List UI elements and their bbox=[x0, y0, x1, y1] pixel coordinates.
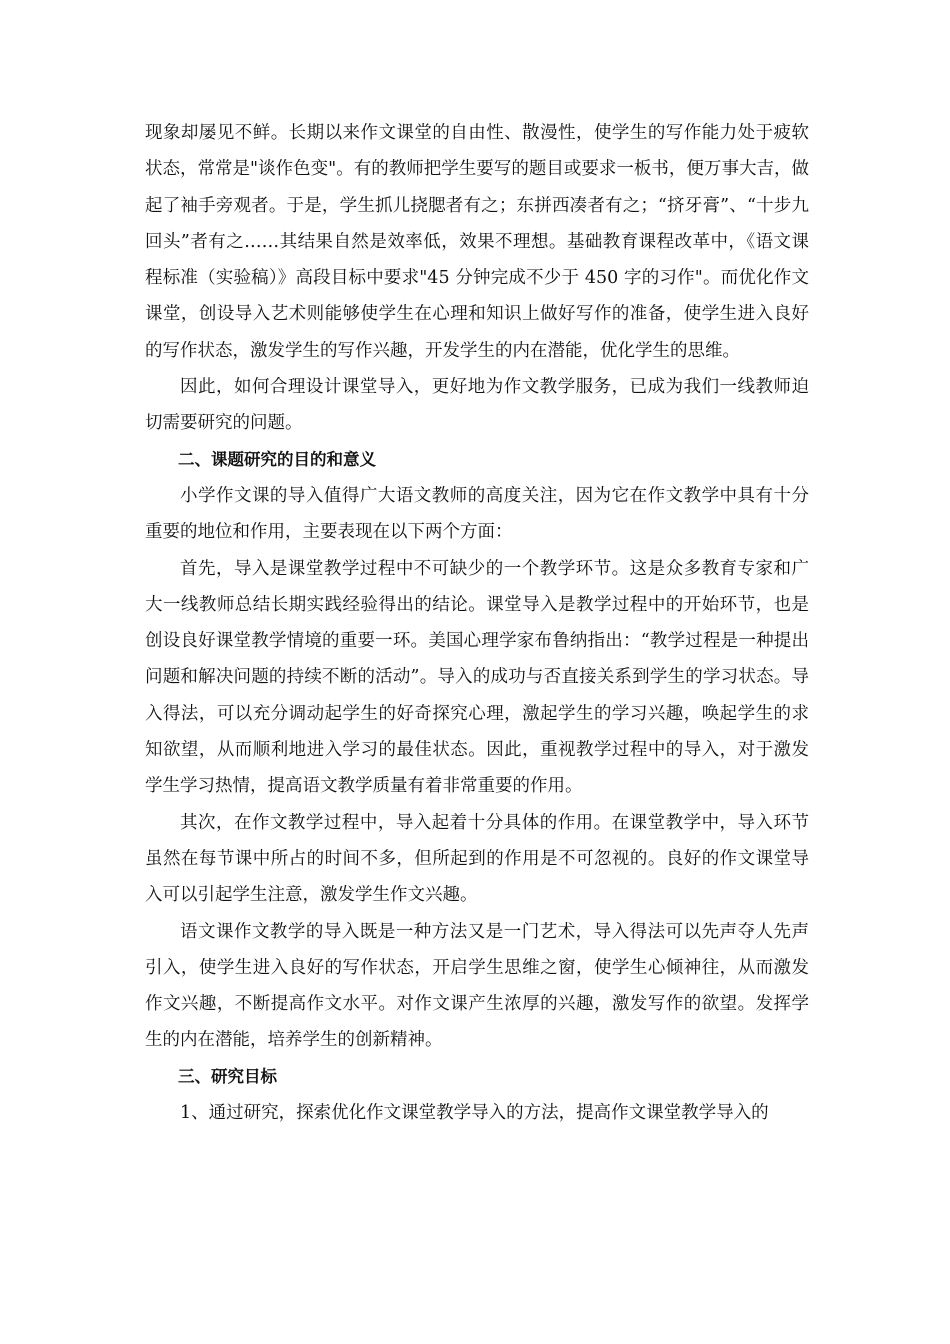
paragraph-goal-one: 1、通过研究，探索优化作文课堂教学导入的方法，提高作文课堂教学导入的 bbox=[180, 1103, 769, 1124]
section-heading-purpose: 二、课题研究的目的和意义 bbox=[178, 449, 376, 469]
paragraph-second-point: 其次，在作文教学过程中，导入起着十分具体的作用。在课堂教学中，导入环节虽然在每节课中所占的时间不多，但所起到的作用是不可忽视的。良好的作文课堂导入可以引起学生注意，激发学生作文兴趣。 bbox=[145, 812, 809, 906]
paragraph-intro-importance: 小学作文课的导入值得广大语文教师的高度关注，因为它在作文教学中具有十分重要的地位和作用，主要表现在以下两个方面： bbox=[145, 485, 809, 543]
paragraph-research-problem: 因此，如何合理设计课堂导入，更好地为作文教学服务，已成为我们一线教师迫切需要研究的问题。 bbox=[145, 377, 809, 434]
paragraph-first-point: 首先，导入是课堂教学过程中不可缺少的一个教学环节。这是众多教育专家和广大一线教师总结长期实践经验得出的结论。课堂导入是教学过程中的开始环节，也是创设良好课堂教学情境的重要一环。美国心理学家布鲁纳指出：“教学过程是一种提出问题和解决问题的持续不断的活动”。导入的成功与否直接关系到学生的学习状态。导入得法，可以充分调动起学生的好奇探究心理，激起学生的学习兴趣，唤起学生的求知欲望，从而顺利地进入学习的最佳状态。因此，重视教学过程中的导入，对于激发学生学习热情，提高语文教学质量有着非常重要的作用。 bbox=[145, 558, 809, 797]
paragraph-art-of-introduction: 语文课作文教学的导入既是一种方法又是一门艺术，导入得法可以先声夺人先声引入，使学生进入良好的写作状态，开启学生思维之窗，使学生心倾神往，从而激发作文兴趣，不断提高作文水平。对作文课产生浓厚的兴趣，激发写作的欲望。发挥学生的内在潜能，培养学生的创新精神。 bbox=[145, 921, 809, 1051]
paragraph-continuation: 现象却屡见不鲜。长期以来作文课堂的自由性、散漫性，使学生的写作能力处于疲软状态，常常是"谈作色变"。有的教师把学生要写的题目或要求一板书，便万事大吉，做起了袖手旁观者。于是，学生抓儿挠腮者有之；东拼西凑者有之；“挤牙膏”、“十步九回头”者有之……其结果自然是效率低，效果不理想。基础教育课程改革中，《语文课程标准（实验稿）》高段目标中要求"45 分钟完成不少于 450 字的习作"。而优化作文课堂，创设导入艺术则能够使学生在心理和知识上做好写作的准备，使学生进入良好的写作状态，激发学生的写作兴趣，开发学生的内在潜能，优化学生的思维。 bbox=[145, 123, 809, 361]
document-body bbox=[145, 115, 809, 1131]
section-heading-goals: 三、研究目标 bbox=[178, 1066, 277, 1086]
